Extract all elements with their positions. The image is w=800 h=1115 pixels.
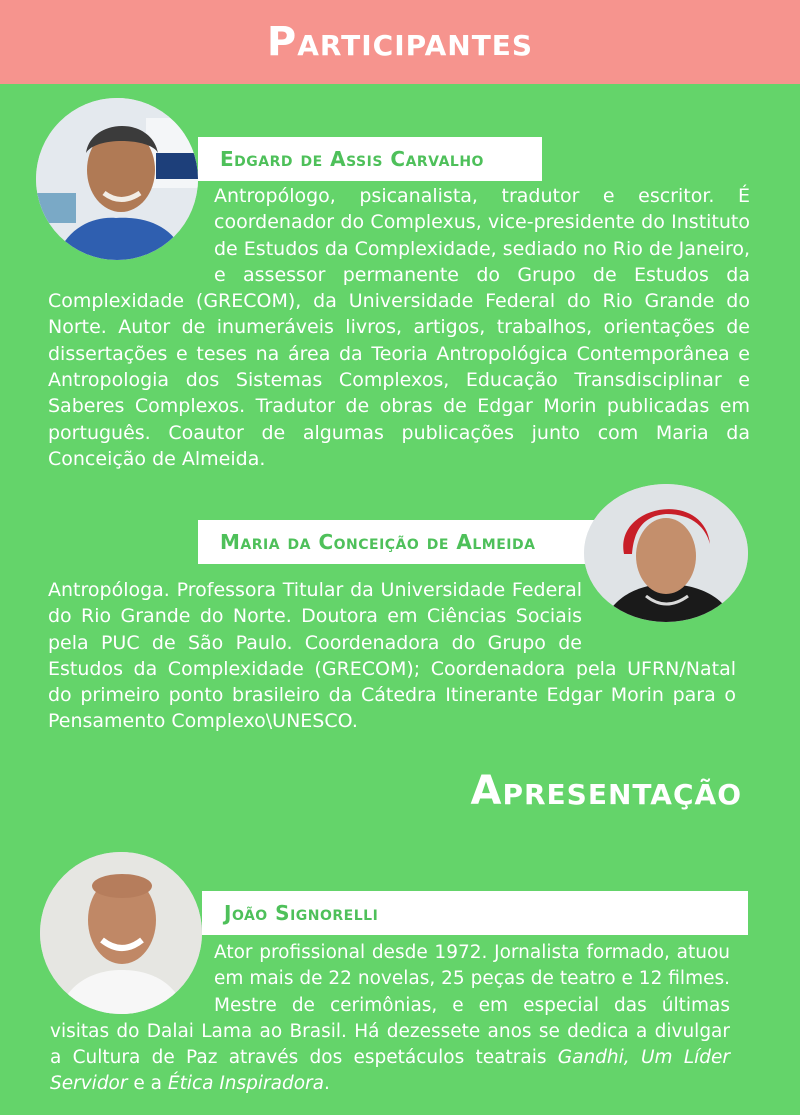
float-spacer [582, 577, 736, 653]
section-title-apresentacao: Apresentação [470, 768, 742, 814]
header-banner [0, 0, 800, 84]
float-spacer [48, 183, 214, 262]
participant-name-text: Edgard de Assis Carvalho [220, 147, 484, 171]
page-title: Participantes [266, 19, 534, 65]
presenter-bio-italic-title: Ética Inspiradora [167, 1073, 324, 1095]
presenter-bio-text: e a [127, 1073, 168, 1095]
participant-bio-text: Antropólogo, psicanalista, tradutor e escritor. É coordenador do Complexus, vice-presidente do Instituto de Estudos da Complexidade, sediado no Rio de Janeiro, e assessor permanente do Grupo de Estudos da Complexidade (GRECOM), da Universidade Federal do Rio Grande do Norte. Autor de inumeráveis livros, artigos, trabalhos, orientações de dissertações e teses na área da Teoria Antropológica Contemporânea e Antropologia dos Sistemas Complexos, Educação Transdisciplinar e Saberes Complexos. Tradutor de obras de Edgar Morin publicadas em português. Coautor de algumas publicações junto com Maria da Conceição de Almeida. [48, 185, 750, 470]
participant-name-text: Maria da Conceição de Almeida [220, 530, 536, 554]
presenter-name-text: João Signorelli [224, 901, 379, 925]
participant-name-edgard [198, 137, 542, 181]
participant-bio-edgard [48, 183, 750, 472]
presenter-name-joao [202, 891, 748, 935]
participant-name-maria [198, 520, 598, 564]
float-spacer [50, 940, 214, 1016]
participant-bio-text: Antropóloga. Professora Titular da Universidade Federal do Rio Grande do Norte. Doutora em Ciências Sociais pela PUC de São Paulo. Coordenadora do Grupo de Estudos da Complexidade (GRECOM); Coordenadora pela UFRN/Natal do primeiro ponto brasileiro da Cátedra Itinerante Edgar Morin para o Pensamento Complexo\UNESCO. [48, 579, 736, 733]
presenter-bio-text: . [324, 1073, 330, 1095]
presenter-bio-joao [50, 940, 730, 1098]
presenter-bio-text: Ator profissional desde 1972. Jornalista formado, atuou em mais de 22 novelas, 25 peças de teatro e 12 filmes. Mestre de cerimônias, e em especial das últimas visitas do Dalai Lama ao Brasil. Há dezessete anos se dedica a divulgar a Cultura de Paz através dos espetáculos teatrais [50, 942, 730, 1069]
participant-bio-maria [48, 577, 736, 735]
presenter-bio-italic-title: Gandhi, Um Líder Servidor [50, 1047, 730, 1095]
